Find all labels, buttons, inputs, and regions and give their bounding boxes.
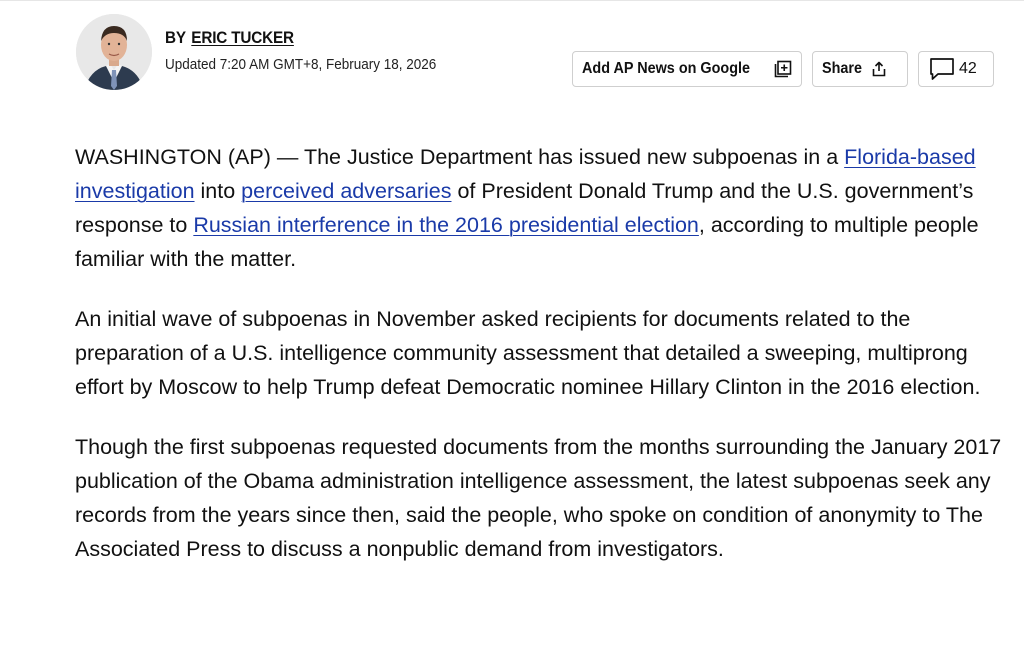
byline-prefix: BY	[165, 28, 186, 47]
paragraph-2: An initial wave of subpoenas in November asked recipients for documents related to the preparation of a U.S. intelligence community assessment that detailed a sweeping, multiprong effort by Moscow to help Trump defeat Democratic nominee Hillary Clinton in the 2016 election.	[75, 307, 981, 399]
byline-text	[165, 28, 466, 73]
link-russian-interference[interactable]: Russian interference in the 2016 presidential election	[193, 213, 699, 237]
paragraph-1-text-d: , according to multiple people familiar with the matter.	[75, 213, 979, 271]
share-icon	[870, 60, 888, 78]
author-line	[165, 28, 436, 48]
paragraph-1-text-a: WASHINGTON (AP) — The Justice Department has issued new subpoenas in a	[75, 145, 845, 169]
article-actions	[572, 51, 994, 87]
comment-count: 42	[959, 60, 977, 77]
share-button-label: Share	[822, 60, 863, 77]
author-avatar[interactable]	[76, 14, 152, 90]
add-to-google-icon	[773, 59, 793, 79]
paragraph-1-text-b: into	[194, 179, 242, 203]
comment-bubble-icon	[929, 57, 955, 81]
author-photo-icon	[76, 14, 152, 90]
top-divider	[0, 0, 1024, 1]
google-button-label: Add AP News on Google	[582, 60, 751, 77]
paragraph-1	[75, 140, 1005, 276]
add-ap-news-on-google-button[interactable]	[572, 51, 802, 87]
updated-timestamp: Updated 7:20 AM GMT+8, February 18, 2026	[165, 56, 437, 73]
comments-button[interactable]	[918, 51, 994, 87]
article-body	[75, 140, 1005, 592]
share-button[interactable]	[812, 51, 908, 87]
link-perceived-adversaries[interactable]: perceived adversaries	[241, 179, 452, 203]
paragraph-1-text-c: of President Donald Trump and the U.S. government’s response to	[75, 179, 974, 237]
author-link[interactable]: ERIC TUCKER	[191, 28, 294, 47]
link-florida-based-investigation[interactable]: Florida-based investigation	[75, 145, 976, 203]
paragraph-3: Though the first subpoenas requested documents from the months surrounding the January 2017 publication of the Obama administration intelligence assessment, the latest subpoenas seek any records from the years since then, said the people, who spoke on condition of anonymity to The Associated Press to discuss a nonpublic demand from investigators.	[75, 435, 1002, 561]
